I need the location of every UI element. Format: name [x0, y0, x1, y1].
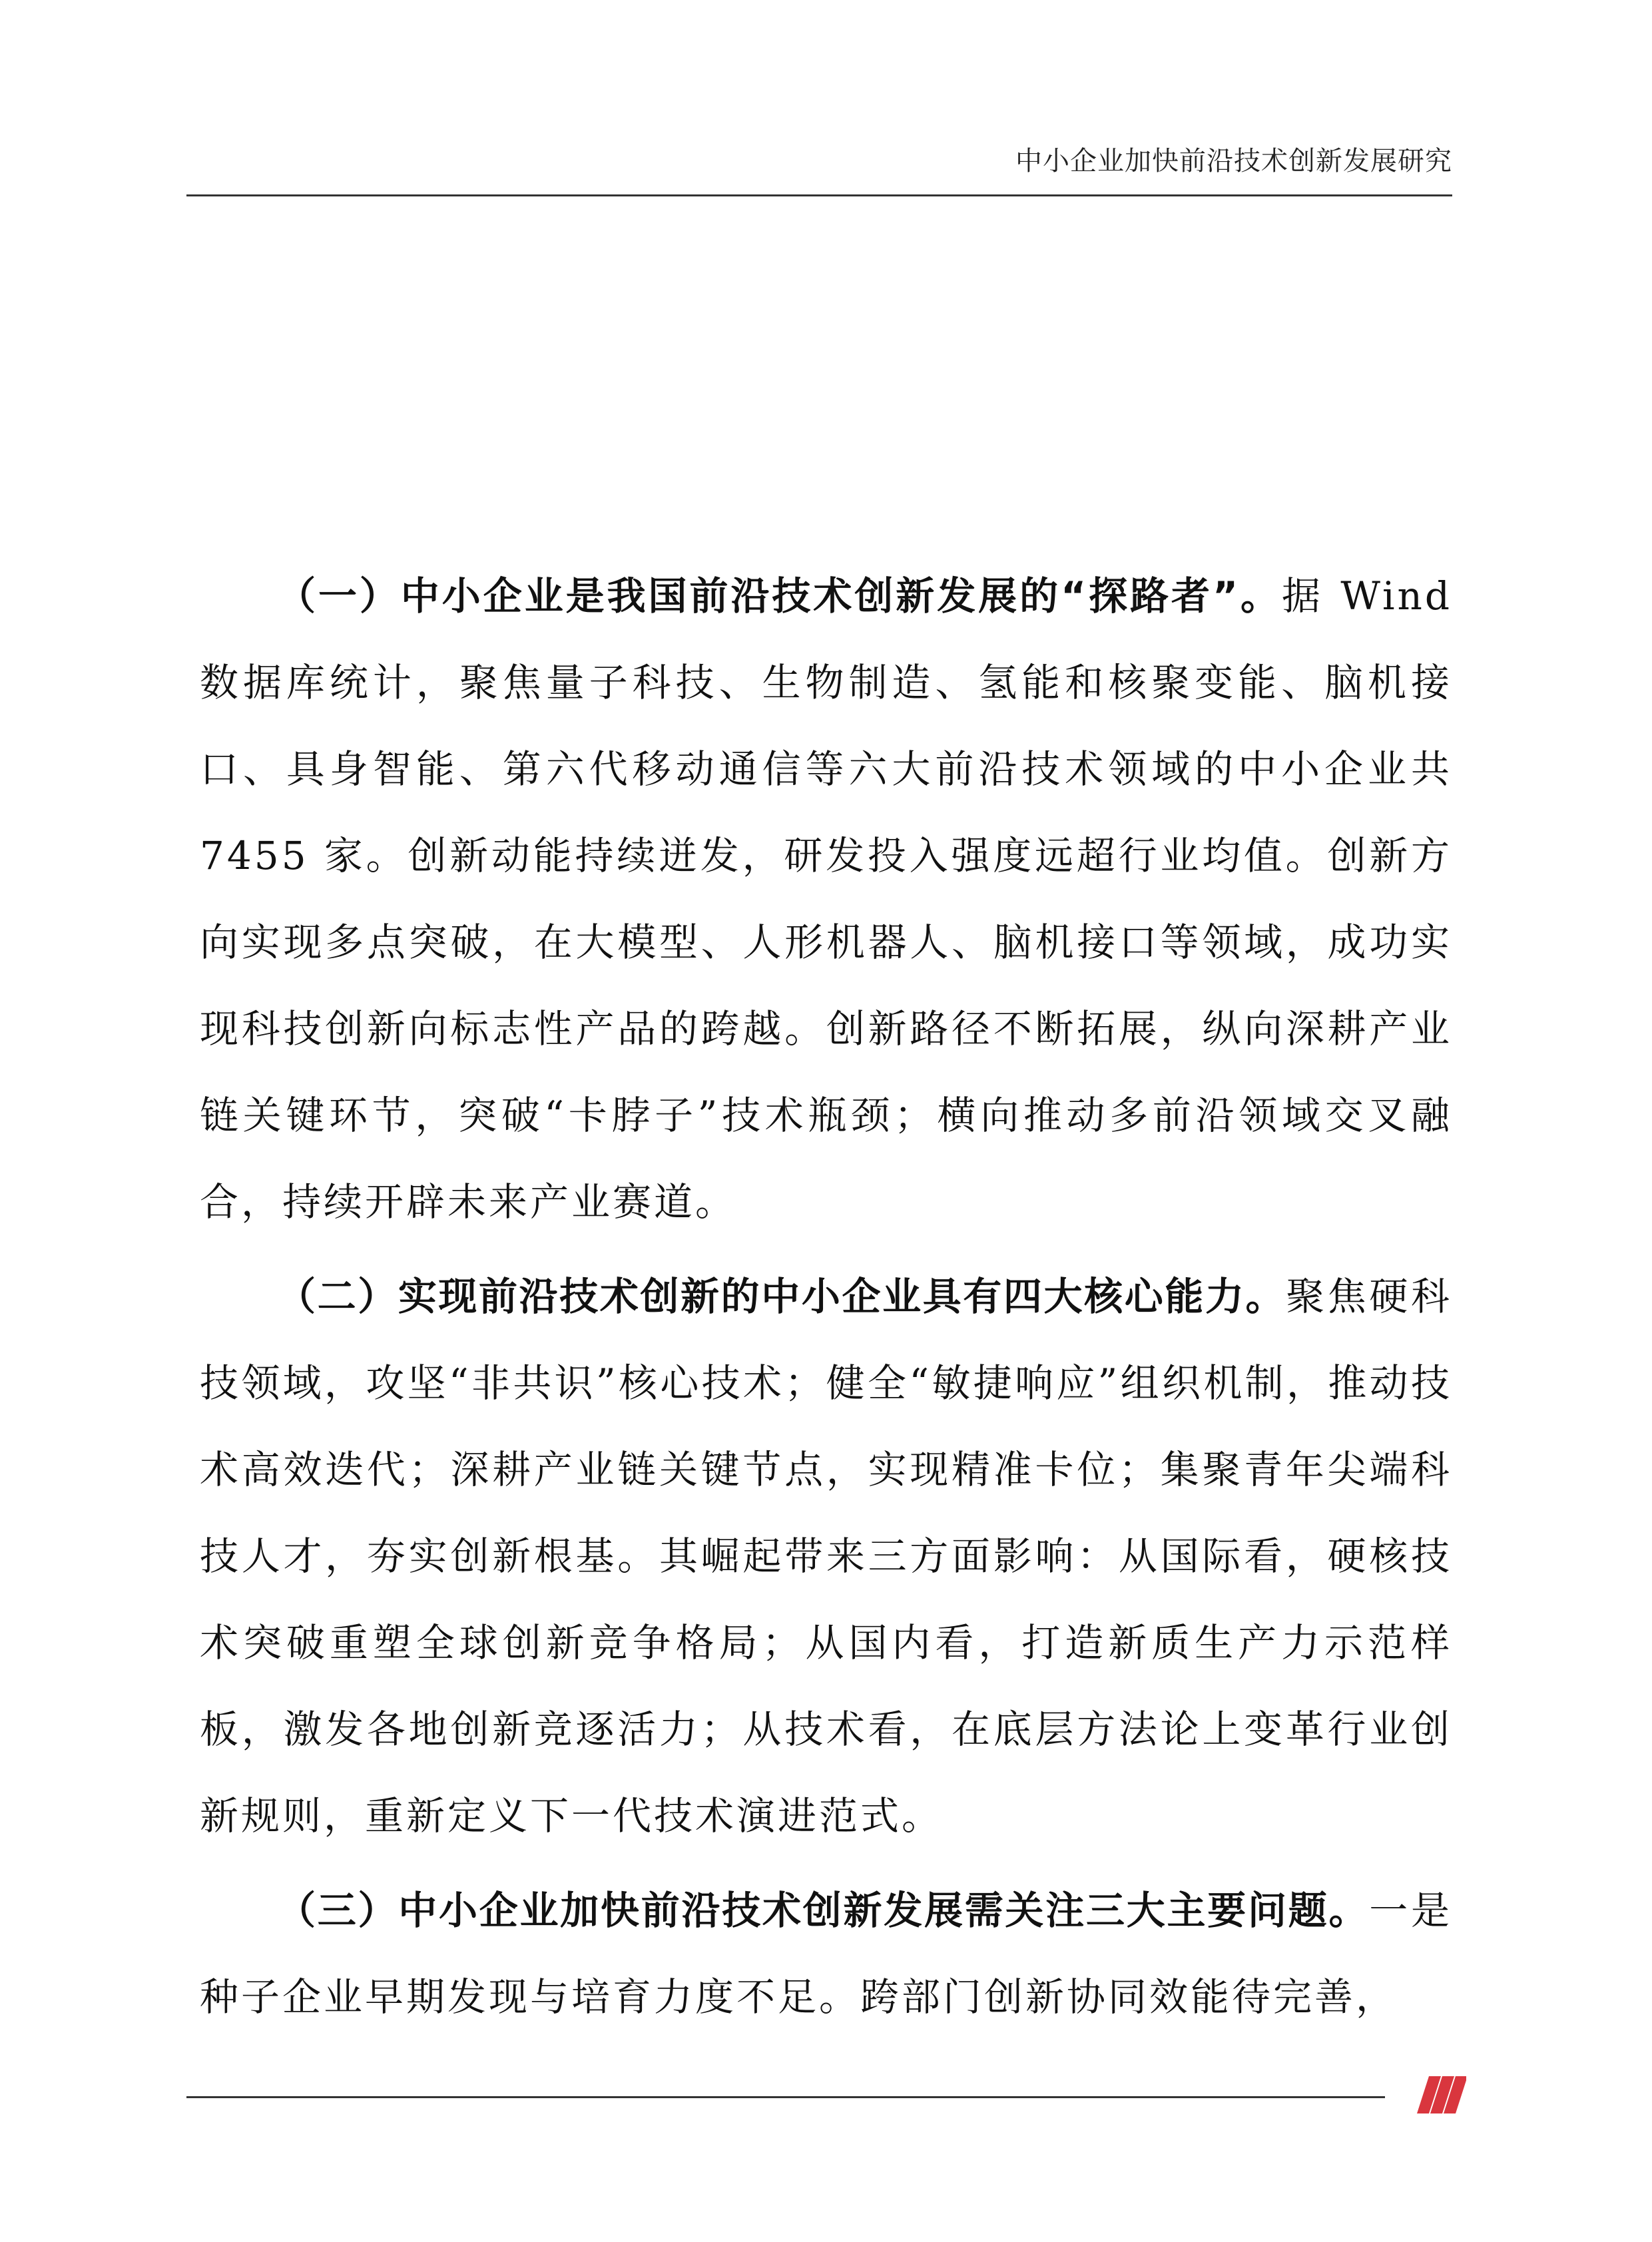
- paragraph-2-lead: （二）实现前沿技术创新的中小企业具有四大核心能力。: [277, 1274, 1286, 1319]
- paragraph-1-lead: （一）中小企业是我国前沿技术创新发展的“探路者”。: [277, 573, 1282, 619]
- paragraph-2: [200, 1253, 1452, 1859]
- footer-divider: [186, 2096, 1385, 2098]
- red-slash-stripes-icon: [1406, 2075, 1466, 2115]
- body-text: [200, 553, 1452, 2048]
- paragraph-1-body: 据 Wind 数据库统计，聚焦量子科技、生物制造、氢能和核聚变能、脑机接口、具身智能、第六代移动通信等六大前沿技术领域的中小企业共 7455 家。创新动能持续迸发，研发投入强度远超行业均值。创新方向实现多点突破，在大模型、人形机器人、脑机接口等领域，成功实现科技创新向标志性产品的跨越。创新路径不断拓展，纵向深耕产业链关键环节，突破“卡脖子”技术瓶颈；横向推动多前沿领域交叉融合，持续开辟未来产业赛道。: [200, 573, 1452, 1225]
- paragraph-1: [200, 553, 1452, 1245]
- running-header-title: 中小企业加快前沿技术创新发展研究: [1015, 146, 1452, 176]
- paragraph-2-body: 聚焦硬科技领域，攻坚“非共识”核心技术；健全“敏捷响应”组织机制，推动技术高效迭代；深耕产业链关键节点，实现精准卡位；集聚青年尖端科技人才，夯实创新根基。其崛起带来三方面影响：从国际看，硬核技术突破重塑全球创新竞争格局；从国内看，打造新质生产力示范样板，激发各地创新竞逐活力；从技术看，在底层方法论上变革行业创新规则，重新定义下一代技术演进范式。: [200, 1274, 1452, 1838]
- header-divider: [186, 194, 1452, 196]
- paragraph-3-body: 一是种子企业早期发现与培育力度不足。跨部门创新协同效能待完善，: [200, 1888, 1452, 2020]
- paragraph-3-lead: （三）中小企业加快前沿技术创新发展需关注三大主要问题。: [277, 1888, 1370, 1933]
- paragraph-3: [200, 1867, 1452, 2040]
